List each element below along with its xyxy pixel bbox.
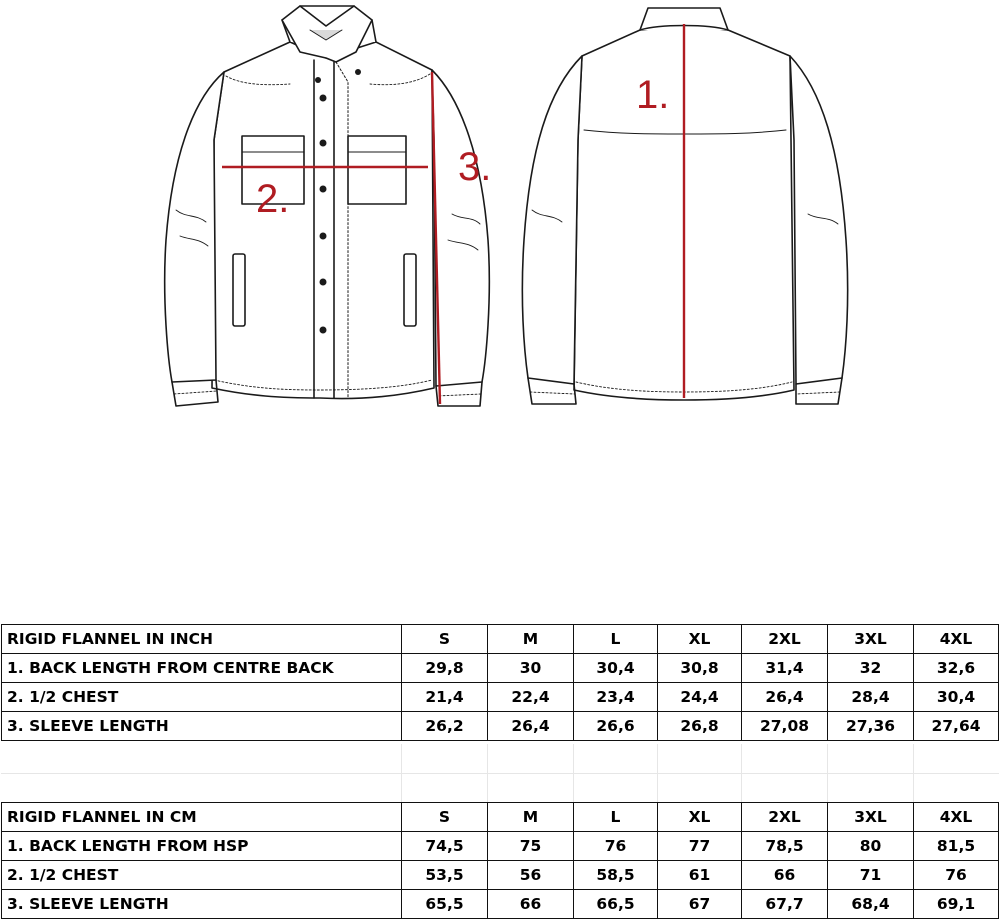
measurement-value: 61 [658, 861, 742, 890]
measurement-value: 56 [488, 861, 574, 890]
measurement-label: 1. BACK LENGTH FROM HSP [2, 832, 402, 861]
measurement-label: 2. 1/2 CHEST [2, 683, 402, 712]
size-header: 2XL [742, 625, 828, 654]
sleeve-marker: 3. [458, 145, 492, 189]
measurement-value: 75 [488, 832, 574, 861]
table-row [2, 683, 999, 712]
size-header: 3XL [828, 803, 914, 832]
measurement-value: 30,8 [658, 654, 742, 683]
measurement-value: 29,8 [402, 654, 488, 683]
measurement-value: 77 [658, 832, 742, 861]
measurement-value: 22,4 [488, 683, 574, 712]
size-header: XL [658, 803, 742, 832]
measurement-value: 26,4 [488, 712, 574, 741]
measurement-value: 21,4 [402, 683, 488, 712]
measurement-value: 24,4 [658, 683, 742, 712]
measurement-label: 3. SLEEVE LENGTH [2, 890, 402, 919]
measurement-value: 67,7 [742, 890, 828, 919]
measurement-value: 67 [658, 890, 742, 919]
size-header: S [402, 803, 488, 832]
chest-marker: 2. [256, 177, 290, 221]
table-row [2, 712, 999, 741]
measurement-label: 2. 1/2 CHEST [2, 861, 402, 890]
size-header: 3XL [828, 625, 914, 654]
measurement-value: 66 [488, 890, 574, 919]
measurement-value: 78,5 [742, 832, 828, 861]
measurement-value: 27,64 [914, 712, 999, 741]
measurement-value: 69,1 [914, 890, 999, 919]
measurement-label: 1. BACK LENGTH FROM CENTRE BACK [2, 654, 402, 683]
measurement-value: 30 [488, 654, 574, 683]
measurement-value: 66 [742, 861, 828, 890]
table-title: RIGID FLANNEL IN CM [2, 803, 402, 832]
measurement-value: 30,4 [914, 683, 999, 712]
size-header: 2XL [742, 803, 828, 832]
measurement-value: 76 [574, 832, 658, 861]
measurement-value: 76 [914, 861, 999, 890]
measurement-value: 81,5 [914, 832, 999, 861]
measurement-value: 27,08 [742, 712, 828, 741]
size-table-cm [1, 802, 999, 919]
table-header-row [2, 625, 999, 654]
measurement-value: 58,5 [574, 861, 658, 890]
size-table-inch [1, 624, 999, 741]
measurement-value: 28,4 [828, 683, 914, 712]
measurement-value: 68,4 [828, 890, 914, 919]
measurement-value: 26,8 [658, 712, 742, 741]
measurement-value: 31,4 [742, 654, 828, 683]
measurement-value: 71 [828, 861, 914, 890]
size-header: M [488, 625, 574, 654]
size-header: 4XL [914, 803, 999, 832]
size-header: M [488, 803, 574, 832]
table-title: RIGID FLANNEL IN INCH [2, 625, 402, 654]
measurement-value: 32,6 [914, 654, 999, 683]
measurement-value: 32 [828, 654, 914, 683]
measurement-value: 30,4 [574, 654, 658, 683]
table-row [2, 832, 999, 861]
table-row [2, 654, 999, 683]
size-header: S [402, 625, 488, 654]
measurement-value: 23,4 [574, 683, 658, 712]
measurement-value: 27,36 [828, 712, 914, 741]
table-row [2, 890, 999, 919]
measurement-value: 80 [828, 832, 914, 861]
back-length-marker: 1. [636, 73, 670, 117]
size-header: XL [658, 625, 742, 654]
measurement-label: 3. SLEEVE LENGTH [2, 712, 402, 741]
table-row [2, 861, 999, 890]
table-header-row [2, 803, 999, 832]
measurement-value: 66,5 [574, 890, 658, 919]
size-header: L [574, 803, 658, 832]
measurement-value: 26,2 [402, 712, 488, 741]
measurement-value: 26,6 [574, 712, 658, 741]
size-header: L [574, 625, 658, 654]
shirt-front-view [165, 6, 490, 406]
measurement-value: 65,5 [402, 890, 488, 919]
table-spacer [1, 744, 998, 802]
measurement-value: 53,5 [402, 861, 488, 890]
size-header: 4XL [914, 625, 999, 654]
measurement-value: 26,4 [742, 683, 828, 712]
measurement-value: 74,5 [402, 832, 488, 861]
